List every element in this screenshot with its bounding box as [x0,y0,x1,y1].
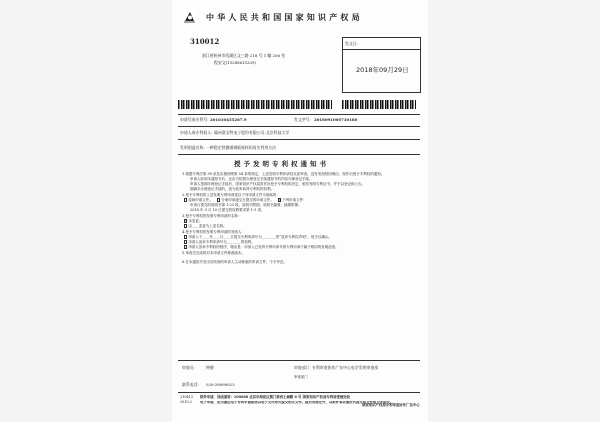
info-rule-2 [178,139,420,140]
department-label-2: 审查部门 [294,375,308,379]
paragraph-1: 1.根据专利法第 39 条及实施细则第 54 条的规定，上述发明专利申请经实质审查，没有发现驳回理由，现作出授予专利权的通知。 [182,172,385,176]
footer-rule-bottom [178,392,420,393]
name-unchanged-label: 未变更。 [188,219,203,223]
paragraph-1a: 申请人收到本通知书后，还应当依照办理登记手续通知书的内容办理登记手续。 [190,177,313,181]
inventor-opt2-checkbox[interactable] [184,240,187,243]
option-divisional-label: 分案申请递交日提交的申请文件。 [221,198,274,202]
form-code-1: 210413 [180,395,193,399]
cnipa-logo-icon [183,10,196,23]
application-number: 201610455267.9 [210,117,247,122]
info-rule-top [178,114,420,115]
paragraph-1c: 期满未办理登记手续的，视为放弃取得专利权的权利。 [190,187,274,191]
footer-note-1: 纸件申请，回函请寄：100088 北京市海淀区蓟门桥西土城路 6 号 国家知识产权局专利局受理处收 [200,395,351,399]
option-original-label: 原始申请文件。 [188,198,213,202]
paragraph-1b: 申请人按期办理登记手续后，国家知识产权局将作出授予专利权的决定，颁发发明专利证书，并予以登记和公告。 [190,182,365,186]
applicant-label: 申请人或专利权人: [180,130,213,135]
examiner-name: 钟健 [206,365,214,370]
department-name: 专利审查协作广东中心电学发明审查部 [312,365,379,370]
paragraph-3: 3.授予专利权的发明专利申请的名称: [182,214,240,218]
option-original-checkbox[interactable] [184,198,187,201]
invention-title-label: 发明创造名称: [180,145,205,150]
patent-notice-document [172,0,428,422]
phone-number: 020-28998923 [206,382,235,387]
invention-title: 一种稳定铁微细钢板废料的再生利用方法 [206,145,277,150]
inventor-opt2-label: 申请人放弃专利申请号为＿＿＿＿的权利。 [188,240,255,244]
footer-note-2: 电子申请，应当通过电子专利申请系统以电子文件形式提交相关文件。除另有规定外，以纸件等其他形式提交的文件视为未提交。 [200,401,394,404]
inventor-opt1-label: 申请人于＿＿年＿＿月＿＿日提交专利申请号为＿＿＿＿的“放弃专利权声明”，现予以确认。 [188,235,332,239]
paragraph-5: 5.审查员完成的对本申请文件修改版本。 [182,251,245,255]
info-rule-3 [178,154,420,155]
barcode-left [178,100,332,109]
applicant-name: 赣州嘉宝特电子股份有限公司,北京科技大学 [214,130,290,135]
inventor-opt3-checkbox[interactable] [184,245,187,248]
form-code-2: 2010.2 [180,400,192,404]
inventor-opt3-label: 申请人放弃专利权的程序，理由是：申请人已放弃专利申请号的专利申请不属于相同的发明创造。 [188,245,339,249]
phone-label: 联系电话: [182,382,199,387]
notice-body [182,172,418,265]
postcode: 310012 [190,37,220,46]
serial-number: 2018091000730180 [314,117,358,122]
notice-title: 授予发明专利权通知书 [234,160,329,168]
paragraph-2-line-2: 2018 年 9 月 10 日提交的权利要求第 1-3 项。 [190,208,265,212]
serial-label: 发文序号: [294,117,311,122]
paragraph-4-option-3 [182,245,418,250]
option-following-checkbox[interactable]: ✕ [278,198,282,203]
option-divisional-checkbox[interactable] [217,198,220,201]
office-name: 中华人民共和国国家知识产权局 [206,12,363,22]
paragraph-3-option-2 [182,224,418,229]
dispatch-date: 2018年09月29日 [356,66,409,74]
info-rule-1 [178,126,420,127]
inventor-opt1-checkbox[interactable] [184,235,187,238]
dispatch-date-label: 发文日: [345,41,358,46]
paragraph-4: 4.授予专利权的发明专利申请的发明人: [182,230,243,234]
paragraph-2: 2.授予专利权的上述发明专利申请是以下列申请文件为基础的： [182,193,280,197]
name-unchanged-checkbox[interactable]: ✕ [185,219,188,224]
paragraph-2-line-1: 申请日提交的说明书第 1-23 段，说明书附图，说明书摘要，摘要附图； [190,203,302,207]
option-following-label: 下列申请文件: [282,198,305,202]
application-number-label: 申请号或专利号: [180,117,209,122]
dispatch-box-divider [342,49,420,50]
paragraph-6: 6.在本通知书发出后收到的申请人主动修改的申请文件，不予考虑。 [182,260,287,264]
footer-rule-top [178,360,420,361]
name-changed-checkbox[interactable] [184,224,187,227]
barcode-right [342,100,416,109]
address-line-2: 程安文(13288615339) [214,60,256,65]
stamp-text: 国家知识产权局专利审查协作广东中心 [362,403,420,407]
name-changed-label: 由＿＿变更为上述名称。 [188,224,227,228]
examiner-label: 审查员: [182,365,195,370]
address-line-1: 浙江省杭州市西湖区文三路 218 号 1 幢 206 室 [202,53,286,58]
department-label: 审查部门 [294,365,310,370]
